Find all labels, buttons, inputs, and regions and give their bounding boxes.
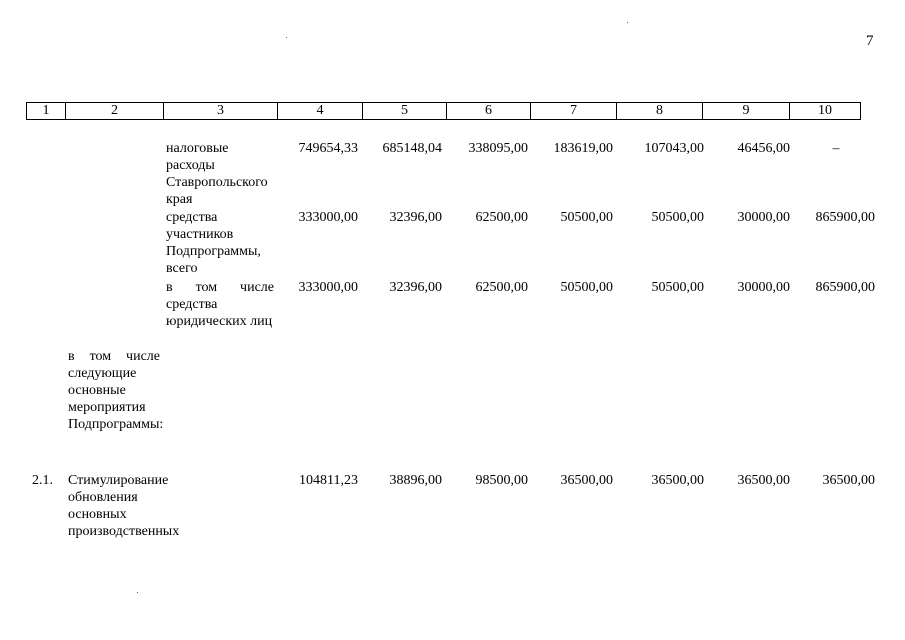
value-col-6: 62500,00 bbox=[475, 210, 528, 225]
value-col-4: 104811,23 bbox=[299, 473, 358, 488]
value-col-7: 36500,00 bbox=[560, 473, 613, 488]
value-col-4: 333000,00 bbox=[298, 210, 358, 225]
value-col-10: 865900,00 bbox=[815, 210, 875, 225]
scan-speck bbox=[627, 22, 628, 23]
value-col-5: 38896,00 bbox=[389, 473, 442, 488]
row-number: 2.1. bbox=[32, 473, 53, 488]
page-number: 7 bbox=[866, 33, 874, 49]
header-col-4: 4 bbox=[278, 103, 363, 120]
value-col-7: 50500,00 bbox=[560, 280, 613, 295]
value-col-5: 32396,00 bbox=[389, 210, 442, 225]
header-col-5: 5 bbox=[363, 103, 447, 120]
value-col-5: 685148,04 bbox=[382, 141, 442, 156]
value-col-8: 50500,00 bbox=[651, 280, 704, 295]
scan-speck bbox=[286, 37, 287, 38]
header-col-1: 1 bbox=[27, 103, 66, 120]
value-col-9: 36500,00 bbox=[737, 473, 790, 488]
value-col-8: 107043,00 bbox=[644, 141, 704, 156]
value-col-10: – bbox=[832, 141, 840, 156]
value-col-9: 30000,00 bbox=[737, 280, 790, 295]
value-col-9: 30000,00 bbox=[737, 210, 790, 225]
value-col-7: 183619,00 bbox=[553, 141, 613, 156]
value-col-10: 865900,00 bbox=[815, 280, 875, 295]
scan-speck bbox=[137, 592, 138, 593]
value-col-9: 46456,00 bbox=[737, 141, 790, 156]
section-label: в том числе следующие основные мероприятия Подпрограммы: bbox=[68, 349, 164, 432]
value-col-4: 333000,00 bbox=[298, 280, 358, 295]
header-col-2: 2 bbox=[66, 103, 164, 120]
header-col-9: 9 bbox=[703, 103, 790, 120]
value-col-6: 62500,00 bbox=[475, 280, 528, 295]
value-col-6: 338095,00 bbox=[468, 141, 528, 156]
value-col-6: 98500,00 bbox=[475, 473, 528, 488]
value-col-4: 749654,33 bbox=[298, 141, 358, 156]
header-row bbox=[27, 103, 861, 120]
header-col-10: 10 bbox=[790, 103, 861, 120]
header-col-6: 6 bbox=[447, 103, 531, 120]
header-col-7: 7 bbox=[531, 103, 617, 120]
row-label: налоговые расходы Ставропольского края bbox=[166, 141, 268, 207]
header-col-3: 3 bbox=[164, 103, 278, 120]
value-col-8: 50500,00 bbox=[651, 210, 704, 225]
row-label: Стимулирование обновления основных производственных bbox=[68, 473, 180, 539]
row-label: средства участников Подпрограммы, всего bbox=[166, 210, 261, 276]
row-label: в том числе средства юридических лиц bbox=[166, 280, 274, 329]
header-col-8: 8 bbox=[617, 103, 703, 120]
value-col-10: 36500,00 bbox=[822, 473, 875, 488]
value-col-7: 50500,00 bbox=[560, 210, 613, 225]
value-col-5: 32396,00 bbox=[389, 280, 442, 295]
value-col-8: 36500,00 bbox=[651, 473, 704, 488]
table-header bbox=[26, 102, 861, 120]
